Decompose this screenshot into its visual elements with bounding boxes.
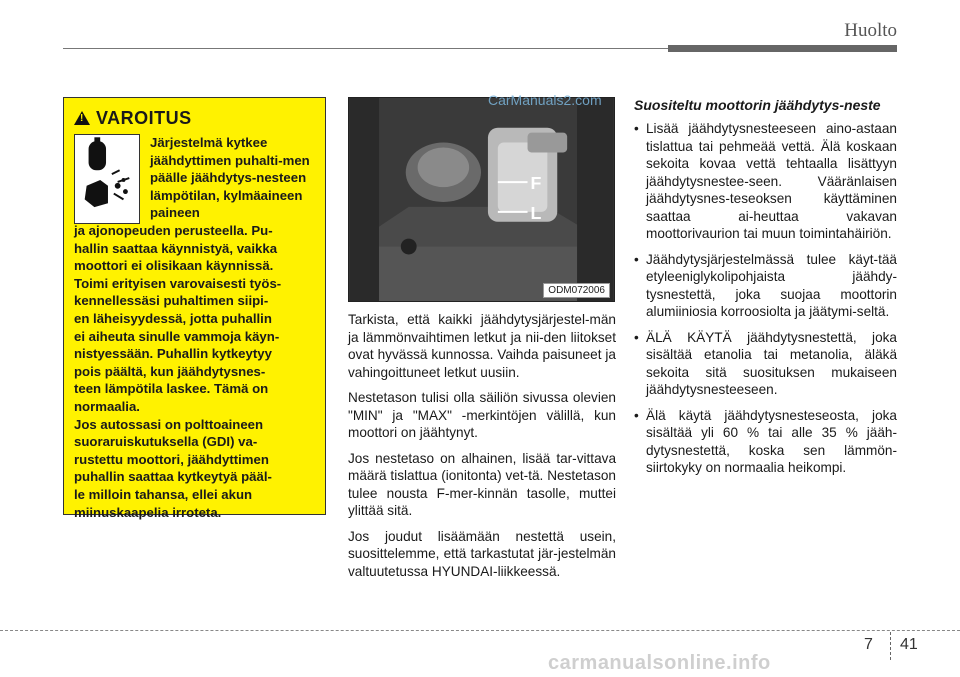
min-level-label: L	[530, 202, 542, 223]
list-item: • Lisää jäähdytysnesteeseen aino-astaan tislattua tai pehmeää vettä. Älä koskaan sekoita kovaa vettä tehtaalla lisättyyn jäähdytysnestee-seen. Vääränlaisen jäähdytysnes-teseoksen käyttäminen saattaa ai-heuttaa vakavan moottorivaurion tai muun toimintahäiriön.	[634, 120, 897, 243]
watermark-bottom: carmanualsonline.info	[548, 652, 771, 674]
hot-coolant-hand-icon	[74, 134, 140, 224]
list-item: • ÄLÄ KÄYTÄ jäähdytysnestettä, joka sisältää etanolia tai metanolia, äläkä sekoita sitä suosituksen mukaiseen jäähdytysnesteeseen.	[634, 329, 897, 399]
middle-paragraph: Jos joudut lisäämään nestettä usein, suosittelemme, että tarkastutat jär-jestelmän valtuutetussa HYUNDAI-liikkeessä.	[348, 528, 616, 579]
warning-title: VAROITUS	[96, 107, 192, 128]
warning-triangle-icon	[74, 111, 90, 125]
section-heading: Suositeltu moottorin jäähdytys-neste	[634, 97, 881, 113]
warning-box	[63, 97, 326, 520]
recommendation-list	[634, 120, 897, 477]
list-item: • Jäähdytysjärjestelmässä tulee käyt-tää etyleeniglykolipohjaista jäähdy-tysnestettä, joka suojaa moottorin alumiiniosia korroosiolta ja jäätymi-seltä.	[634, 251, 897, 321]
header-rule-bold	[668, 45, 897, 52]
warning-header	[74, 106, 315, 130]
engine-coolant-photo	[348, 97, 615, 302]
warning-text-body: ja ajonopeuden perusteella. Pu- hallin saattaa käynnistyä, vaikka moottori ei olisikaan käynnissä. Toimi erityisen varovaisesti työs- kennellessäsi puhaltimen siipi- en läheisyydessä, jotta puhallin ei aiheuta sinulle vammoja käyn- nistyessään. Puhallin kytkeytyy pois päältä, kun jäähdytysnes- teen lämpötila laskee. Tämä on normaalia. Jos autossasi on polttoaineen suoraruiskutuksella (GDI) va- rustettu moottori, jäähdyttimen puhallin saattaa kytkeytyä pääl- le milloin tahansa, ellei akun miinuskaapelia irroteta.	[74, 223, 282, 520]
page-number: 41	[900, 636, 918, 653]
page-chapter-number: 7	[864, 636, 873, 653]
right-column	[634, 97, 897, 485]
list-item: • Älä käytä jäähdytysnesteseosta, joka sisältää yli 60 % tai alle 35 % jääh-dytysnestettä, koska sen lämmön-siirtokyky on normaalia heikompi.	[634, 407, 897, 477]
middle-paragraph: Tarkista, että kaikki jäähdytysjärjestel-män ja lämmönvaihtimen letkut ja nii-den liitokset ovat hyvässä kunnossa. Vaihda paisuneet ja vahingoittuneet letkut uusiin.	[348, 312, 616, 380]
watermark-top: CarManuals2.com	[488, 92, 602, 108]
warning-text-top: Järjestelmä kytkee jäähdyttimen puhalti-men päälle jäähdytys-nesteen lämpötilan, kylmäaineen paineen	[150, 135, 310, 221]
middle-paragraph: Jos nestetaso on alhainen, lisää tar-vittava määrä tislattua (ionitonta) vet-tä. Nestetason tulee nousta F-mer-kinnän tasolle, muttei ylittää sitä.	[348, 450, 616, 518]
engine-bay-illustration	[349, 98, 614, 301]
max-level-label: F	[530, 173, 542, 194]
page-header-title: Huolto	[844, 20, 897, 41]
footer-rule	[0, 630, 960, 631]
middle-column	[348, 311, 616, 588]
page-number-separator	[890, 632, 891, 660]
image-code-label: ODM072006	[543, 283, 610, 298]
header-rule-thin	[63, 48, 673, 49]
middle-paragraph: Nestetason tulisi olla säiliön sivussa olevien "MIN" ja "MAX" -merkintöjen välillä, kun moottori on jäähtynyt.	[348, 390, 616, 440]
